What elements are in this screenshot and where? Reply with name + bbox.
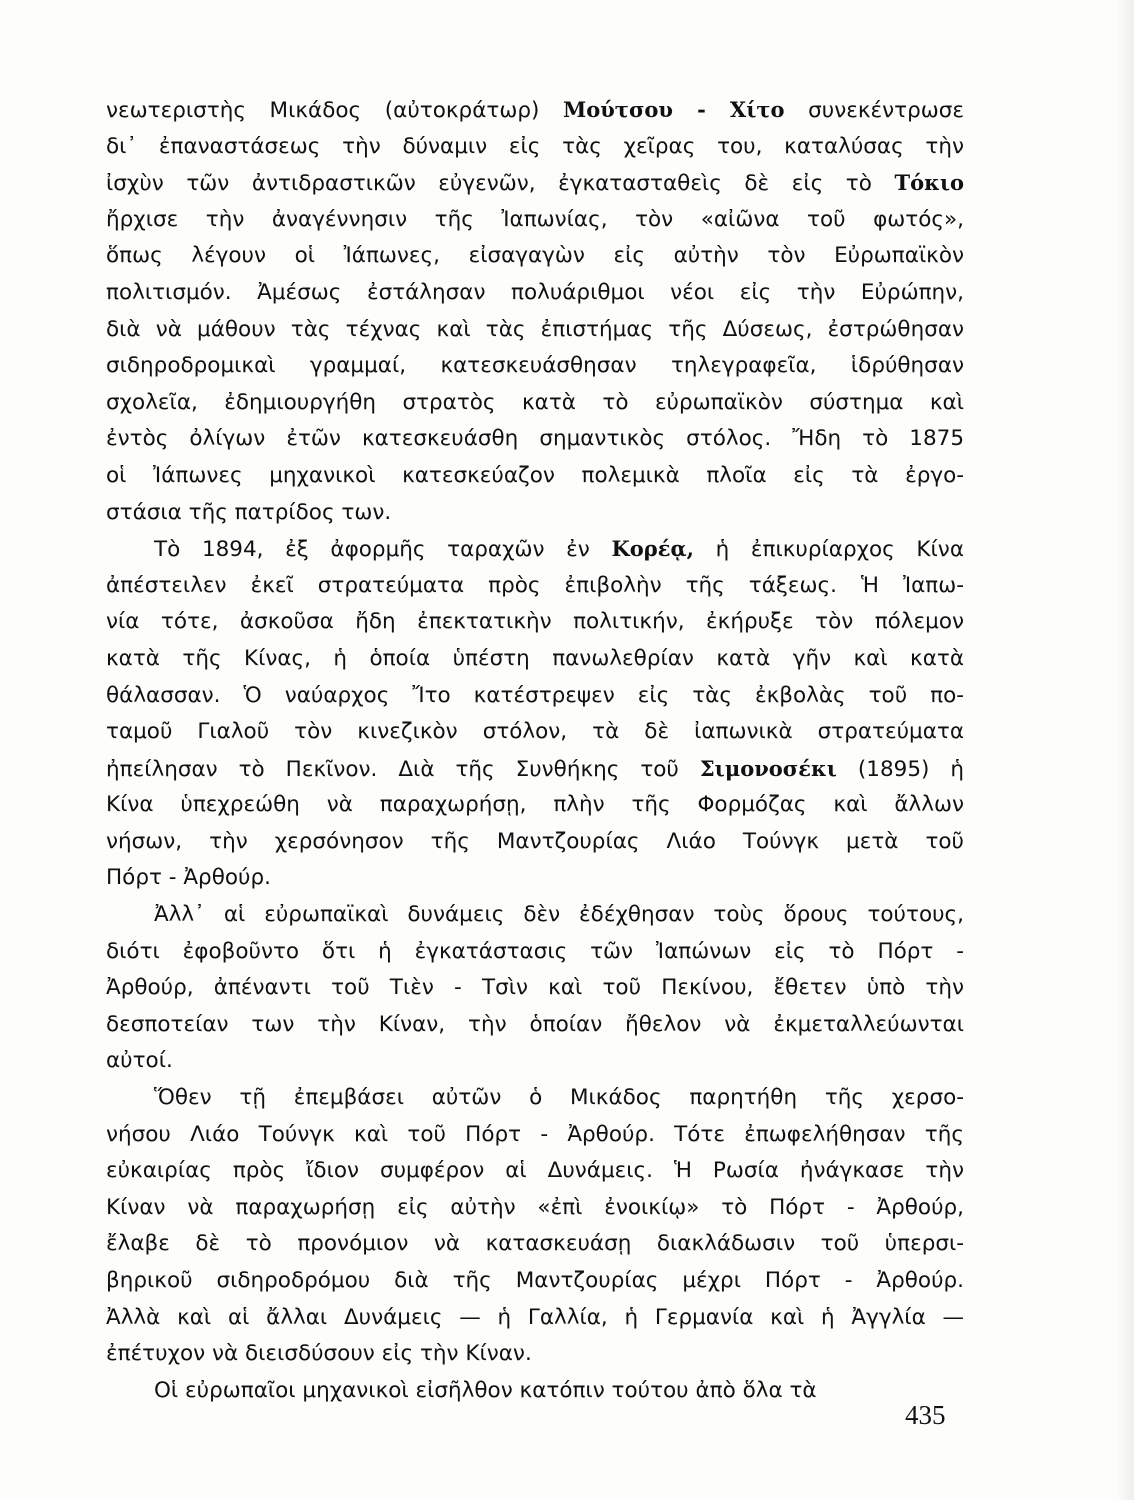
text-line — [106, 1300, 964, 1337]
text-run: ἀπέστειλεν ἐκεῖ στρατεύματα πρὸς ἐπιβολὴν τῆς τάξεως. Ἡ Ἰαπω- — [106, 572, 964, 598]
text-line — [106, 458, 964, 495]
text-line — [106, 275, 964, 312]
text-line — [106, 531, 964, 568]
text-run: σχολεῖα, ἐδημιουργήθη στρατὸς κατὰ τὸ εὐρωπαϊκὸν σύστημα καὶ — [106, 389, 964, 415]
text-line — [106, 312, 964, 349]
text-run: ἰσχὺν τῶν ἀντιδραστικῶν εὐγενῶν, ἐγκατασταθεὶς δὲ εἰς τὸ — [106, 171, 895, 197]
text-run: κατὰ τῆς Κίνας, ἡ ὁποία ὑπέστη πανωλεθρίαν κατὰ γῆν καὶ κατὰ — [106, 645, 964, 671]
text-line — [106, 202, 964, 239]
text-run: στάσια τῆς πατρίδος των. — [106, 499, 392, 525]
text-run: νεωτεριστὴς Μικάδος (αὐτοκράτωρ) — [106, 98, 563, 123]
text-run: νήσου Λιάο Τούνγκ καὶ τοῦ Πόρτ - Ἀρθούρ. Τότε ἐπωφελήθησαν τῆς — [106, 1121, 964, 1147]
text-run: ἠπείλησαν τὸ Πεκῖνον. Διὰ τῆς Συνθήκης τοῦ — [106, 756, 700, 782]
text-run: διότι ἐφοβοῦντο ὅτι ἡ ἐγκατάστασις τῶν Ἰαπώνων εἰς τὸ Πόρτ - — [106, 938, 964, 964]
text-line — [106, 897, 964, 934]
body-text — [106, 92, 964, 1409]
text-run: ἡ ἐπικυρίαρχος Κίνα — [693, 537, 964, 563]
text-run: ἤρχισε τὴν ἀναγέννησιν τῆς Ἰαπωνίας, τὸν «αἰῶνα τοῦ φωτός», — [106, 206, 964, 232]
text-run: ἐντὸς ὀλίγων ἐτῶν κατεσκευάσθη σημαντικὸς στόλος. Ἤδη τὸ 1875 — [106, 426, 964, 452]
paragraph — [106, 897, 964, 1080]
text-run: Ἀλλ᾿ αἱ εὐρωπαϊκαὶ δυνάμεις δὲν ἐδέχθησαν τοὺς ὅρους τούτους, — [154, 902, 964, 928]
text-line — [106, 787, 964, 824]
text-line — [106, 568, 964, 605]
text-run: (1895) ἡ — [836, 756, 964, 782]
text-run: Τὸ 1894, ἐξ ἀφορμῆς ταραχῶν ἐν — [154, 537, 612, 563]
text-run: νήσων, τὴν χερσόνησον τῆς Μαντζουρίας Λιάο Τούνγκ μετὰ τοῦ — [106, 828, 964, 854]
text-run: ταμοῦ Γιαλοῦ τὸν κινεζικὸν στόλον, τὰ δὲ ἰαπωνικὰ στρατεύματα — [106, 719, 964, 745]
text-run: εὐκαιρίας πρὸς ἴδιον συμφέρον αἱ Δυνάμεις. Ἡ Ρωσία ἠνάγκασε τὴν — [106, 1158, 964, 1184]
text-run: σιδηροδρομικαὶ γραμμαί, κατεσκευάσθησαν τηλεγραφεῖα, ἱδρύθησαν — [106, 353, 964, 379]
text-line — [106, 92, 964, 129]
paragraph — [106, 92, 964, 531]
text-line — [106, 934, 964, 971]
paragraph — [106, 1080, 964, 1373]
text-run: Κίναν νὰ παραχωρήσῃ εἰς αὐτὴν «ἐπὶ ἐνοικίῳ» τὸ Πόρτ - Ἀρθούρ, — [106, 1194, 964, 1220]
bold-term: Κορέᾳ, — [611, 536, 694, 562]
text-run: δι᾿ ἐπαναστάσεως τὴν δύναμιν εἰς τὰς χεῖρας του, καταλύσας τὴν — [106, 133, 964, 159]
text-run: Ἀρθούρ, ἀπέναντι τοῦ Τιὲν - Τσὶν καὶ τοῦ Πεκίνου, ἔθετεν ὑπὸ τὴν — [106, 975, 964, 1001]
text-line — [106, 1117, 964, 1154]
text-run: συνεκέντρωσε — [784, 98, 964, 123]
text-line — [106, 678, 964, 715]
text-run: ὅπως λέγουν οἱ Ἰάπωνες, εἰσαγαγὼν εἰς αὐτὴν τὸν Εὐρωπαϊκὸν — [106, 243, 964, 269]
text-line — [106, 824, 964, 861]
text-line — [106, 1043, 964, 1080]
text-line — [106, 495, 964, 532]
text-run: Ἀλλὰ καὶ αἱ ἄλλαι Δυνάμεις — ἡ Γαλλία, ἡ Γερμανία καὶ ἡ Ἀγγλία — — [106, 1304, 964, 1330]
paragraph — [106, 1373, 964, 1410]
text-line — [106, 641, 964, 678]
text-line — [106, 348, 964, 385]
text-line — [106, 1190, 964, 1227]
bold-term: Μούτσου - Χίτο — [562, 97, 785, 122]
text-line — [106, 1263, 964, 1300]
bold-term: Σιμονοσέκι — [699, 755, 837, 781]
text-run: Κίνα ὑπεχρεώθη νὰ παραχωρήσῃ, πλὴν τῆς Φορμόζας καὶ ἄλλων — [106, 792, 964, 818]
bold-term: Τόκιο — [894, 170, 964, 196]
page-edge-shadow — [1116, 0, 1134, 1500]
text-line — [106, 385, 964, 422]
text-line — [106, 165, 964, 202]
text-line — [106, 860, 964, 897]
text-line — [106, 1226, 964, 1263]
text-run: ἐπέτυχον νὰ διεισδύσουν εἰς τὴν Κίναν. — [106, 1341, 532, 1367]
paragraph — [106, 531, 964, 897]
text-run: πολιτισμόν. Ἀμέσως ἐστάλησαν πολυάριθμοι νέοι εἰς τὴν Εὐρώπην, — [106, 279, 964, 305]
text-run: θάλασσαν. Ὁ ναύαρχος Ἴτο κατέστρεψεν εἰς τὰς ἐκβολὰς τοῦ πο- — [106, 682, 964, 708]
text-line — [106, 1153, 964, 1190]
text-run: Οἱ εὐρωπαῖοι μηχανικοὶ εἰσῆλθον κατόπιν τούτου ἀπὸ ὅλα τὰ — [154, 1377, 817, 1403]
text-run: ἔλαβε δὲ τὸ προνόμιον νὰ κατασκευάσῃ διακλάδωσιν τοῦ ὑπερσι- — [106, 1231, 964, 1257]
text-run: δεσποτείαν των τὴν Κίναν, τὴν ὁποίαν ἤθελον νὰ ἐκμεταλλεύωνται — [106, 1011, 964, 1037]
text-line — [106, 1373, 964, 1410]
text-run: βηρικοῦ σιδηροδρόμου διὰ τῆς Μαντζουρίας μέχρι Πόρτ - Ἀρθούρ. — [106, 1268, 964, 1293]
text-line — [106, 129, 964, 166]
text-line — [106, 1336, 964, 1373]
text-line — [106, 1080, 964, 1117]
text-run: Πόρτ - Ἀρθούρ. — [106, 865, 271, 891]
text-run: νία τότε, ἀσκοῦσα ἤδη ἐπεκτατικὴν πολιτικήν, ἐκήρυξε τὸν πόλεμον — [106, 609, 964, 635]
text-line — [106, 1007, 964, 1044]
page-number: 435 — [905, 1400, 946, 1430]
text-line — [106, 751, 964, 788]
text-line — [106, 970, 964, 1007]
text-run: Ὅθεν τῇ ἐπεμβάσει αὐτῶν ὁ Μικάδος παρητήθη τῆς χερσο- — [154, 1085, 964, 1111]
text-run: αὐτοί. — [106, 1048, 173, 1074]
text-line — [106, 238, 964, 275]
text-run: οἱ Ἰάπωνες μηχανικοὶ κατεσκεύαζον πολεμικὰ πλοῖα εἰς τὰ ἐργο- — [106, 462, 964, 488]
text-line — [106, 421, 964, 458]
text-line — [106, 604, 964, 641]
text-line — [106, 714, 964, 751]
text-run: διὰ νὰ μάθουν τὰς τέχνας καὶ τὰς ἐπιστήμας τῆς Δύσεως, ἐστρώθησαν — [106, 316, 964, 342]
